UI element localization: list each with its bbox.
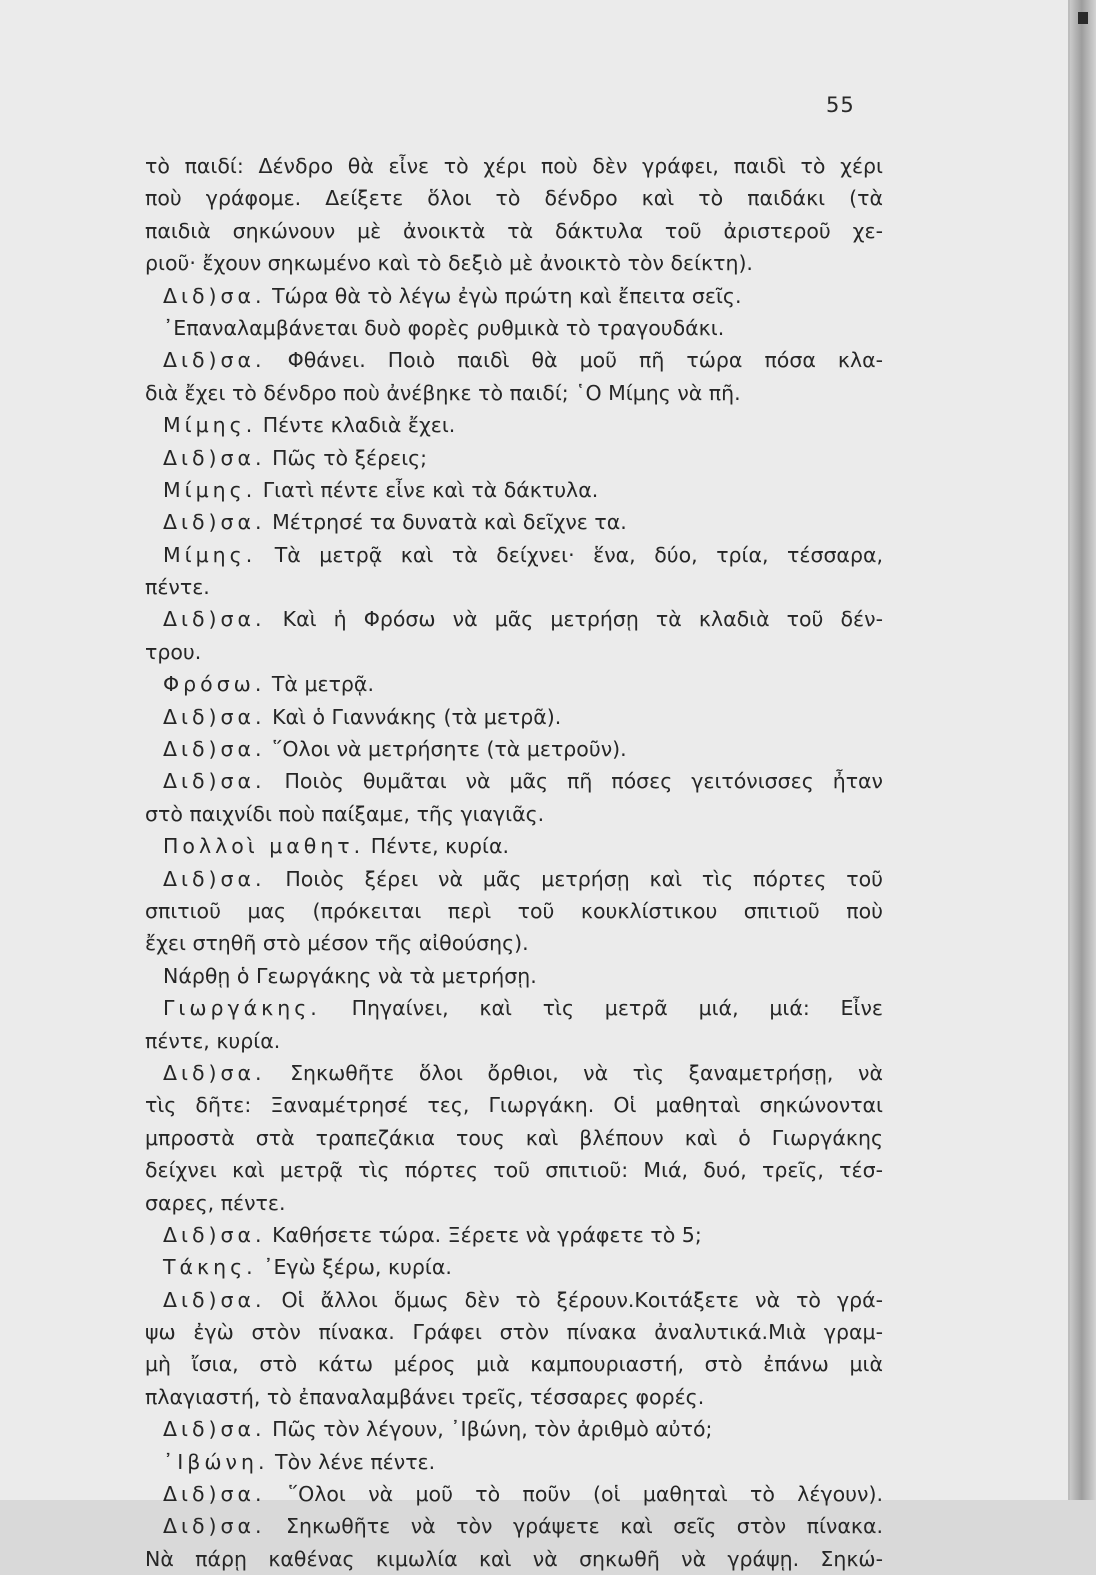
text-line (145, 960, 883, 992)
text-line (145, 571, 883, 603)
line-text: Πέντε κλαδιὰ ἔχει. (262, 413, 456, 438)
speaker-label: Διδ)σα. (163, 445, 266, 470)
speaker-label: Μίμης. (163, 542, 257, 567)
line-text: Νάρθῃ ὁ Γεωργάκης νὰ τὰ μετρήσῃ. (163, 963, 537, 988)
line-text: διὰ ἔχει τὸ δένδρο ποὺ ἀνέβηκε τὸ παιδί; ῾Ο Μίμης νὰ πῆ. (145, 380, 741, 405)
speaker-label: Διδ)σα. (163, 1417, 266, 1442)
text-line (145, 1478, 883, 1510)
text-line (145, 1057, 883, 1089)
text-line (145, 280, 883, 312)
line-text: Γιατὶ πέντε εἶνε καὶ τὰ δάκτυλα. (262, 477, 599, 502)
line-text: Πῶς τὸν λέγουν, ᾿Ιβώνη, τὸν ἀριθμὸ αὐτό; (272, 1417, 713, 1442)
line-text: ῞Ολοι νὰ μετρήσητε (τὰ μετροῦν). (272, 737, 627, 762)
text-line (145, 215, 883, 247)
line-text: ποὺ γράφομε. Δείξετε ὅλοι τὸ δένδρο καὶ τὸ παιδάκι (τὰ (145, 186, 883, 211)
text-line (145, 1089, 883, 1121)
text-line (145, 1122, 883, 1154)
speaker-label: Διδ)σα. (163, 283, 266, 308)
line-text: μπροστὰ στὰ τραπεζάκια τους καὶ βλέπουν καὶ ὁ Γιωργάκης (145, 1125, 883, 1150)
line-text: Τὰ μετρᾷ. (271, 672, 374, 697)
line-text: ᾿Επαναλαμβάνεται δυὸ φορὲς ρυθμικὰ τὸ τραγουδάκι. (163, 315, 725, 340)
speaker-label: Γιωργάκης. (163, 996, 321, 1021)
speaker-label: Διδ)σα. (163, 866, 266, 891)
line-text: ᾿Εγὼ ξέρω, κυρία. (263, 1255, 452, 1280)
speaker-label: Φρόσω. (163, 672, 266, 697)
text-line (145, 603, 883, 635)
text-line (145, 636, 883, 668)
speaker-label: Διδ)σα. (163, 769, 266, 794)
speaker-label: Διδ)σα. (163, 1287, 266, 1312)
text-line (145, 442, 883, 474)
text-line (145, 344, 883, 376)
speaker-label: Μίμης. (163, 477, 257, 502)
text-line (145, 1251, 883, 1283)
page-number: 55 (826, 93, 855, 117)
line-text: μὴ ἴσια, στὸ κάτω μέρος μιὰ καμπουριαστή, στὸ ἐπάνω μιὰ (145, 1352, 883, 1377)
text-line (145, 312, 883, 344)
line-text: στὸ παιχνίδι ποὺ παίξαμε, τῆς γιαγιᾶς. (145, 801, 545, 826)
speaker-label: Τάκης. (163, 1255, 257, 1280)
line-text: Νὰ πάρῃ καθένας κιμωλία καὶ νὰ σηκωθῆ νὰ γράψῃ. Σηκώ- (145, 1546, 883, 1571)
line-text: Σηκωθῆτε ὅλοι ὄρθιοι, νὰ τὶς ξαναμετρήσῃ, νὰ (290, 1060, 883, 1085)
text-line (145, 1284, 883, 1316)
text-line (145, 409, 883, 441)
text-line (145, 1446, 883, 1478)
line-text: Καὶ ὁ Γιαννάκης (τὰ μετρᾶ). (272, 704, 562, 729)
line-text: ἔχει στηθῆ στὸ μέσον τῆς αἰθούσης). (145, 931, 529, 956)
line-text: Τὸν λένε πέντε. (275, 1449, 436, 1474)
line-text: Πῶς τὸ ξέρεις; (272, 445, 428, 470)
text-line (145, 1219, 883, 1251)
line-text: Οἱ ἄλλοι ὅμως δὲν τὸ ξέρουν.Κοιτάξετε νὰ τὸ γρά- (281, 1287, 883, 1312)
speaker-label: Διδ)σα. (163, 1482, 266, 1507)
page-text (145, 150, 883, 1575)
line-text: Τώρα θὰ τὸ λέγω ἐγὼ πρώτη καὶ ἔπειτα σεῖς. (272, 283, 742, 308)
text-line (145, 798, 883, 830)
line-text: ψω ἐγὼ στὸν πίνακα. Γράφει στὸν πίνακα ἀναλυτικά.Μιὰ γραμ- (145, 1320, 883, 1345)
speaker-label: Διδ)σα. (163, 737, 266, 762)
text-line (145, 1348, 883, 1380)
text-line (145, 150, 883, 182)
text-line (145, 701, 883, 733)
line-text: πλαγιαστή, τὸ ἐπαναλαμβάνει τρεῖς, τέσσαρες φορές. (145, 1384, 705, 1409)
speaker-label: Διδ)σα. (163, 348, 266, 373)
text-line (145, 539, 883, 571)
speaker-label: Διδ)σα. (163, 704, 266, 729)
text-line (145, 1543, 883, 1575)
text-line (145, 992, 883, 1024)
text-line (145, 765, 883, 797)
page-edge (1070, 0, 1096, 1500)
line-text: Σηκωθῆτε νὰ τὸν γράψετε καὶ σεῖς στὸν πίνακα. (286, 1514, 883, 1539)
text-line (145, 927, 883, 959)
edge-mark (1078, 12, 1088, 24)
line-text: σπιτιοῦ μας (πρόκειται περὶ τοῦ κουκλίστικου σπιτιοῦ ποὺ (145, 898, 883, 923)
text-line (145, 830, 883, 862)
line-text: Μέτρησέ τα δυνατὰ καὶ δεῖχνε τα. (272, 510, 627, 535)
speaker-label: Διδ)σα. (163, 1222, 266, 1247)
line-text: πέντε, κυρία. (145, 1028, 281, 1053)
line-text: σαρες, πέντε. (145, 1190, 286, 1215)
line-text: τὸ παιδί: Δένδρο θὰ εἶνε τὸ χέρι ποὺ δὲν γράφει, παιδὶ τὸ χέρι (145, 154, 883, 178)
text-line (145, 1025, 883, 1057)
speaker-label: Διδ)σα. (163, 1514, 266, 1539)
line-text: Ποιὸς θυμᾶται νὰ μᾶς πῆ πόσες γειτόνισσες ἦταν (284, 769, 883, 794)
line-text: παιδιὰ σηκώνουν μὲ ἀνοικτὰ τὰ δάκτυλα τοῦ ἀριστεροῦ χε- (145, 218, 883, 243)
line-text: πέντε. (145, 575, 210, 600)
speaker-label: ᾿Ιβώνη. (163, 1449, 269, 1474)
line-text: Πέντε, κυρία. (370, 834, 510, 859)
line-text: Φθάνει. Ποιὸ παιδὶ θὰ μοῦ πῆ τώρα πόσα κλα- (287, 348, 883, 373)
line-text: ριοῦ· ἔχουν σηκωμένο καὶ τὸ δεξιὸ μὲ ἀνοικτὸ τὸν δείκτη). (145, 251, 753, 276)
text-line (145, 506, 883, 538)
line-text: Καθήσετε τώρα. Ξέρετε νὰ γράφετε τὸ 5; (272, 1222, 702, 1247)
text-line (145, 377, 883, 409)
speaker-label: Διδ)σα. (163, 607, 266, 632)
line-text: δείχνει καὶ μετρᾷ τὶς πόρτες τοῦ σπιτιοῦ: Μιά, δυό, τρεῖς, τέσ- (145, 1158, 883, 1183)
text-line (145, 895, 883, 927)
speaker-label: Πολλοὶ μαθητ. (163, 834, 365, 859)
text-line (145, 863, 883, 895)
text-line (145, 1316, 883, 1348)
text-line (145, 668, 883, 700)
text-line (145, 1154, 883, 1186)
text-line (145, 247, 883, 279)
line-text: τὶς δῆτε: Ξαναμέτρησέ τες, Γιωργάκη. Οἱ μαθηταὶ σηκώνονται (145, 1093, 883, 1118)
text-line (145, 182, 883, 214)
line-text: τρου. (145, 639, 202, 664)
speaker-label: Διδ)σα. (163, 1060, 266, 1085)
speaker-label: Μίμης. (163, 413, 257, 438)
line-text: Ποιὸς ξέρει νὰ μᾶς μετρήσῃ καὶ τὶς πόρτες τοῦ (285, 866, 883, 891)
line-text: Καὶ ἡ Φρόσω νὰ μᾶς μετρήσῃ τὰ κλαδιὰ τοῦ δέν- (282, 607, 883, 632)
text-line (145, 1187, 883, 1219)
text-line (145, 1413, 883, 1445)
text-line (145, 733, 883, 765)
text-line (145, 1381, 883, 1413)
line-text: Τὰ μετρᾷ καὶ τὰ δείχνει· ἕνα, δύο, τρία, τέσσαρα, (274, 542, 883, 567)
text-line (145, 474, 883, 506)
line-text: Πηγαίνει, καὶ τὶς μετρᾶ μιά, μιά: Εἶνε (351, 996, 883, 1021)
text-line (145, 1510, 883, 1542)
speaker-label: Διδ)σα. (163, 510, 266, 535)
line-text: ῞Ολοι νὰ μοῦ τὸ ποῦν (οἱ μαθηταὶ τὸ λέγουν). (287, 1482, 883, 1507)
